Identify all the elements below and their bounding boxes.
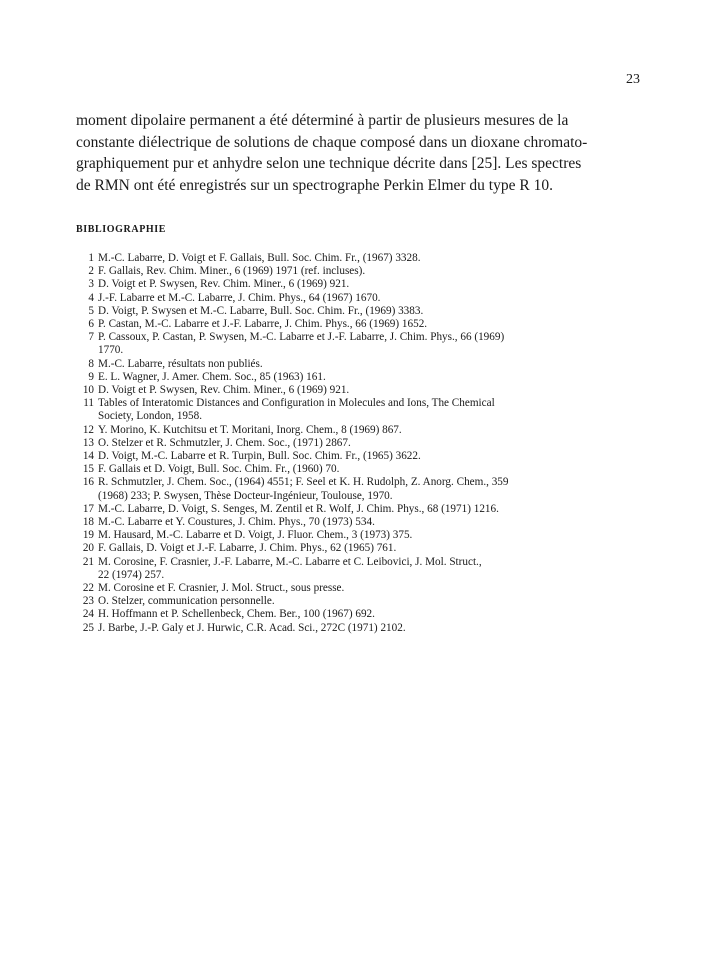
reference-item	[78, 371, 648, 384]
reference-text	[98, 595, 648, 608]
reference-text	[98, 371, 648, 384]
reference-item	[78, 292, 648, 305]
reference-text	[98, 437, 648, 450]
reference-line: M.-C. Labarre, résultats non publiés.	[98, 357, 263, 370]
bibliography-heading: BIBLIOGRAPHIE	[76, 224, 167, 235]
reference-text	[98, 252, 648, 265]
reference-line: M. Hausard, M.-C. Labarre et D. Voigt, J. Fluor. Chem., 3 (1973) 375.	[98, 529, 413, 542]
reference-item	[78, 331, 648, 357]
reference-number: 13	[82, 436, 94, 449]
reference-item	[78, 463, 648, 476]
reference-list	[78, 252, 648, 635]
reference-number: 22	[82, 582, 94, 595]
reference-number: 24	[82, 608, 94, 621]
paragraph-line: de RMN ont été enregistrés sur un spectrographe Perkin Elmer du type R 10.	[76, 176, 553, 194]
reference-number: 5	[88, 304, 94, 317]
body-paragraph	[76, 110, 646, 196]
reference-number: 14	[82, 450, 94, 463]
reference-line: D. Voigt, P. Swysen et M.-C. Labarre, Bull. Soc. Chim. Fr., (1969) 3383.	[98, 304, 424, 317]
reference-item	[78, 529, 648, 542]
reference-line: P. Cassoux, P. Castan, P. Swysen, M.-C. Labarre et J.-F. Labarre, J. Chim. Phys., 66 (1969)	[98, 331, 505, 344]
reference-number: 9	[88, 370, 94, 383]
reference-item	[78, 476, 648, 502]
reference-line: J.-F. Labarre et M.-C. Labarre, J. Chim. Phys., 64 (1967) 1670.	[98, 291, 381, 304]
reference-line: F. Gallais et D. Voigt, Bull. Soc. Chim. Fr., (1960) 70.	[98, 463, 340, 476]
reference-number: 16	[82, 476, 94, 489]
reference-line: E. L. Wagner, J. Amer. Chem. Soc., 85 (1963) 161.	[98, 370, 326, 383]
reference-number: 6	[88, 318, 94, 331]
paragraph-line: moment dipolaire permanent a été déterminé à partir de plusieurs mesures de la	[76, 112, 569, 129]
reference-line: M. Corosine et F. Crasnier, J. Mol. Struct., sous presse.	[98, 582, 345, 595]
reference-line: F. Gallais, Rev. Chim. Miner., 6 (1969) 1971 (ref. incluses).	[98, 265, 366, 278]
reference-line: M.-C. Labarre, D. Voigt et F. Gallais, Bull. Soc. Chim. Fr., (1967) 3328.	[98, 252, 421, 264]
reference-number: 8	[88, 357, 94, 370]
reference-number: 17	[82, 502, 94, 515]
reference-text	[98, 608, 648, 621]
reference-line: Y. Morino, K. Kutchitsu et T. Moritani, Inorg. Chem., 8 (1969) 867.	[98, 423, 402, 436]
reference-number: 25	[82, 621, 94, 634]
reference-number: 3	[88, 278, 94, 291]
reference-text	[98, 318, 648, 331]
reference-number: 10	[82, 384, 94, 397]
reference-text	[98, 503, 648, 516]
reference-text	[98, 292, 648, 305]
reference-item	[78, 622, 648, 635]
paragraph-line: graphiquement pur et anhydre selon une technique décrite dans [25]. Les spectres	[76, 155, 582, 172]
reference-number: 15	[82, 463, 94, 476]
reference-line: J. Barbe, J.-P. Galy et J. Hurwic, C.R. Acad. Sci., 272C (1971) 2102.	[98, 621, 406, 634]
reference-text	[98, 278, 648, 291]
reference-text	[98, 450, 648, 463]
reference-line: R. Schmutzler, J. Chem. Soc., (1964) 4551; F. Seel et K. H. Rudolph, Z. Anorg. Chem., 359	[98, 476, 509, 489]
reference-text	[98, 424, 648, 437]
reference-number: 19	[82, 529, 94, 542]
reference-item	[78, 542, 648, 555]
reference-item	[78, 582, 648, 595]
reference-item	[78, 437, 648, 450]
reference-item	[78, 278, 648, 291]
reference-text	[98, 384, 648, 397]
reference-line: M.-C. Labarre et Y. Coustures, J. Chim. Phys., 70 (1973) 534.	[98, 516, 375, 529]
reference-number: 20	[82, 542, 94, 555]
reference-number: 11	[83, 397, 94, 410]
reference-text	[98, 476, 648, 502]
reference-text	[98, 582, 648, 595]
page-number: 23	[626, 72, 640, 87]
reference-text	[98, 305, 648, 318]
reference-line: M.-C. Labarre, D. Voigt, S. Senges, M. Zentil et R. Wolf, J. Chim. Phys., 68 (1971) 1216.	[98, 502, 499, 515]
reference-item	[78, 305, 648, 318]
reference-item	[78, 450, 648, 463]
reference-line: (1968) 233; P. Swysen, Thèse Docteur-Ingénieur, Toulouse, 1970.	[98, 489, 393, 502]
reference-line: 22 (1974) 257.	[98, 568, 165, 581]
reference-line: D. Voigt et P. Swysen, Rev. Chim. Miner., 6 (1969) 921.	[98, 384, 350, 397]
reference-line: F. Gallais, D. Voigt et J.-F. Labarre, J. Chim. Phys., 62 (1965) 761.	[98, 542, 397, 555]
reference-line: D. Voigt, M.-C. Labarre et R. Turpin, Bull. Soc. Chim. Fr., (1965) 3622.	[98, 450, 421, 463]
reference-item	[78, 397, 648, 423]
reference-number: 7	[88, 331, 94, 344]
reference-item	[78, 608, 648, 621]
reference-text	[98, 529, 648, 542]
reference-number: 4	[88, 291, 94, 304]
reference-line: 1770.	[98, 344, 124, 357]
reference-line: M. Corosine, F. Crasnier, J.-F. Labarre, M.-C. Labarre et C. Leibovici, J. Mol. Struct.,	[98, 555, 482, 568]
reference-number: 23	[82, 595, 94, 608]
reference-line: O. Stelzer et R. Schmutzler, J. Chem. Soc., (1971) 2867.	[98, 436, 351, 449]
reference-item	[78, 318, 648, 331]
reference-item	[78, 503, 648, 516]
reference-line: D. Voigt et P. Swysen, Rev. Chim. Miner., 6 (1969) 921.	[98, 278, 350, 291]
reference-item	[78, 265, 648, 278]
reference-text	[98, 265, 648, 278]
reference-text	[98, 622, 648, 635]
reference-item	[78, 252, 648, 265]
reference-text	[98, 397, 648, 423]
reference-text	[98, 358, 648, 371]
reference-number: 2	[88, 265, 94, 278]
reference-line: P. Castan, M.-C. Labarre et J.-F. Labarre, J. Chim. Phys., 66 (1969) 1652.	[98, 318, 428, 331]
reference-number: 21	[82, 555, 94, 568]
paragraph-line: constante diélectrique de solutions de chaque composé dans un dioxane chromato-	[76, 133, 588, 151]
reference-item	[78, 358, 648, 371]
reference-text	[98, 516, 648, 529]
reference-number: 18	[82, 516, 94, 529]
reference-text	[98, 463, 648, 476]
reference-text	[98, 556, 648, 582]
reference-number: 12	[82, 423, 94, 436]
reference-text	[98, 542, 648, 555]
reference-item	[78, 384, 648, 397]
reference-line: Tables of Interatomic Distances and Configuration in Molecules and Ions, The Chemical	[98, 397, 495, 410]
reference-line: H. Hoffmann et P. Schellenbeck, Chem. Ber., 100 (1967) 692.	[98, 608, 375, 621]
reference-line: O. Stelzer, communication personnelle.	[98, 595, 275, 608]
reference-line: Society, London, 1958.	[98, 410, 202, 423]
reference-item	[78, 556, 648, 582]
reference-item	[78, 424, 648, 437]
reference-item	[78, 516, 648, 529]
reference-number: 1	[88, 252, 94, 264]
reference-text	[98, 331, 648, 357]
reference-item	[78, 595, 648, 608]
